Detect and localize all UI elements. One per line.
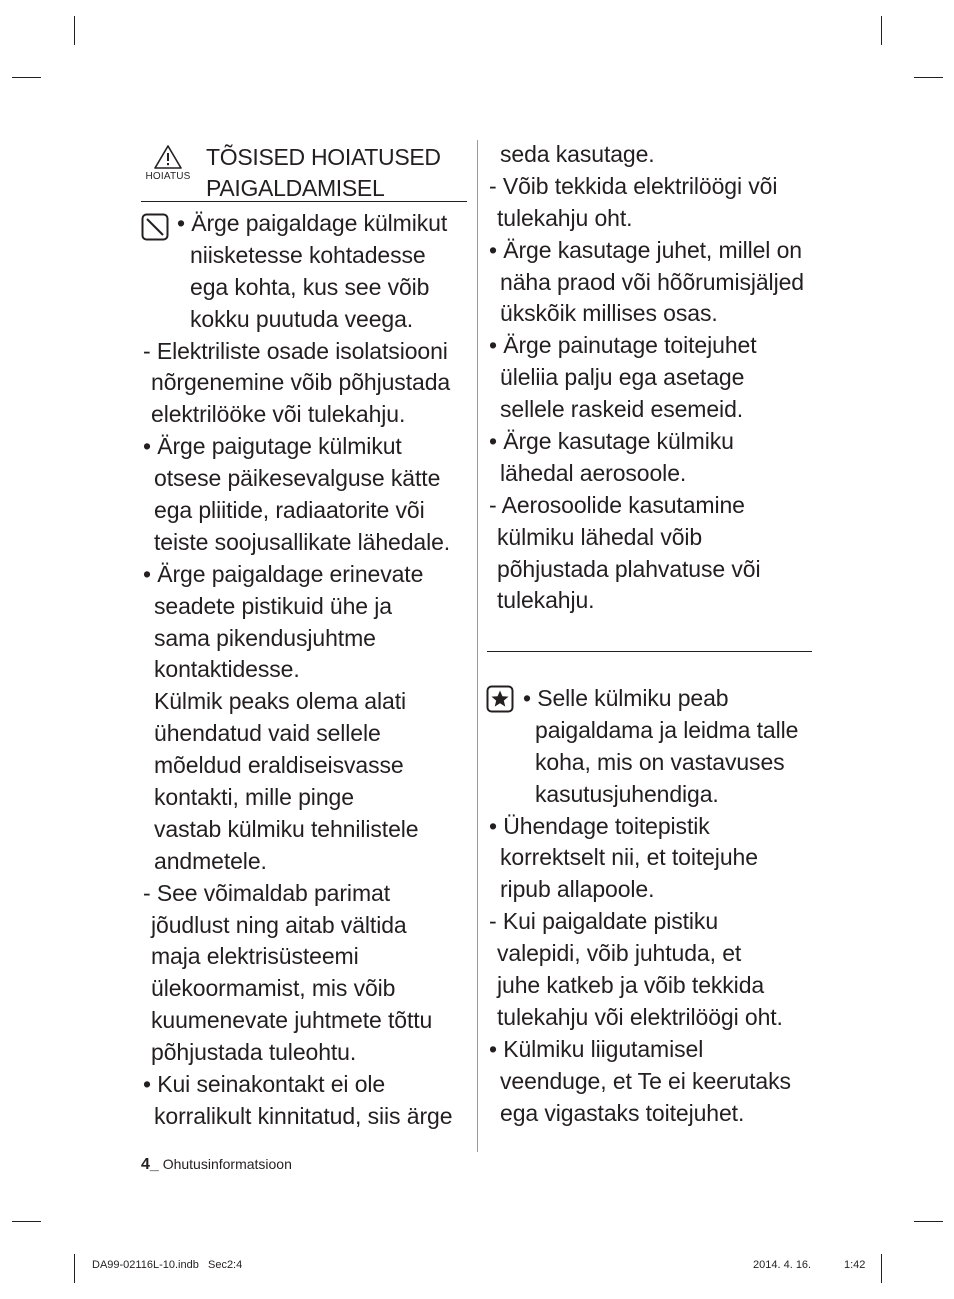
crop-mark	[881, 16, 882, 45]
warning-title	[206, 142, 441, 204]
left-column	[141, 140, 467, 1133]
text-line: valepidi, võib juhtuda, et	[497, 940, 742, 967]
page-footer	[141, 1156, 292, 1174]
warning-icon-label: HOIATUS	[145, 171, 191, 182]
text-line: nõrgenemine võib põhjustada	[151, 369, 451, 396]
left-column-text	[141, 208, 467, 1133]
text-line: ühendatud vaid sellele	[154, 720, 381, 747]
crop-mark	[74, 1254, 75, 1283]
slug-date: 2014. 4. 16.	[753, 1259, 812, 1271]
text-line: tulekahju oht.	[497, 204, 633, 231]
text-line: - See võimaldab parimat	[143, 879, 390, 906]
crop-mark	[12, 1221, 41, 1222]
text-line: • Kui seinakontakt ei ole	[143, 1071, 386, 1098]
text-line: tulekahju või elektrilöögi oht.	[497, 1003, 783, 1030]
warning-triangle-icon	[153, 144, 183, 170]
column-divider	[477, 140, 478, 1152]
text-line: jõudlust ning aitab vältida	[151, 911, 407, 938]
prohibition-icon	[141, 213, 169, 246]
text-line: põhjustada tuleohtu.	[151, 1039, 357, 1066]
section-name: Ohutusinformatsioon	[162, 1156, 292, 1172]
right-column-top-text	[487, 139, 817, 617]
slug-file: DA99-02116L-10.indb Sec2:4	[92, 1259, 243, 1271]
right-column-bottom-text	[487, 683, 817, 1129]
section-divider	[487, 651, 812, 652]
text-line: ega vigastaks toitejuhet.	[500, 1099, 745, 1126]
text-line: • Ärge kasutage külmiku	[489, 428, 734, 455]
text-line: vastab külmiku tehnilistele	[154, 815, 419, 842]
text-line: ega kohta, kus see võib	[190, 273, 430, 300]
text-line: mõeldud eraldiseisvasse	[154, 752, 404, 779]
text-line: - Aerosoolide kasutamine	[489, 491, 745, 518]
text-line: sellele raskeid esemeid.	[500, 396, 744, 423]
text-line: veenduge, et Te ei keerutaks	[500, 1067, 791, 1094]
text-line: paigaldama ja leidma talle	[535, 716, 799, 743]
right-column	[487, 140, 817, 617]
text-line: külmiku lähedal võib	[497, 523, 703, 550]
text-line: • Ärge paigaldage külmikut	[177, 210, 448, 236]
text-line: - Kui paigaldate pistiku	[489, 908, 719, 935]
page-number-separator: _	[149, 1156, 159, 1173]
text-line: teiste soojusallikate lähedale.	[154, 528, 451, 555]
crop-mark	[881, 1254, 882, 1283]
text-line: koha, mis on vastavuses	[535, 748, 785, 775]
text-line: • Külmiku liigutamisel	[489, 1035, 704, 1062]
crop-mark	[914, 1221, 943, 1222]
slug-time: 1:42	[844, 1259, 866, 1271]
text-line: tulekahju.	[497, 587, 595, 614]
text-line: seda kasutage.	[500, 141, 655, 167]
text-line: kontaktidesse.	[154, 656, 300, 683]
text-line: - Võib tekkida elektrilöögi või	[489, 172, 778, 199]
text-line: korralikult kinnitatud, siis ärge	[154, 1102, 453, 1129]
text-line: Külmik peaks olema alati	[154, 688, 406, 715]
text-line: andmetele.	[154, 847, 267, 874]
text-line: elektrilööke või tulekahju.	[151, 401, 406, 428]
text-line: seadete pistikuid ühe ja	[154, 592, 392, 619]
text-line: • Ärge painutage toitejuhet	[489, 332, 757, 359]
text-line: kokku puutuda veega.	[190, 305, 414, 332]
text-line: ülekoormamist, mis võib	[151, 975, 396, 1002]
warning-icon	[143, 144, 193, 182]
text-line: • Ärge paigaldage erinevate	[143, 560, 424, 587]
text-line: ükskõik millises osas.	[500, 300, 718, 327]
text-line: korrektselt nii, et toitejuhe	[500, 844, 758, 871]
text-line: kontakti, mille pinge	[154, 784, 354, 811]
warning-title-line: TÕSISED HOIATUSED	[206, 144, 441, 170]
text-line: • Selle külmiku peab	[523, 685, 729, 711]
text-line: üleliia palju ega asetage	[500, 364, 745, 391]
text-line: kuumenevate juhtmete tõttu	[151, 1007, 433, 1034]
page-number: 4	[141, 1156, 150, 1173]
text-line: lähedal aerosoole.	[500, 459, 687, 486]
text-line: - Elektriliste osade isolatsiooni	[143, 337, 448, 364]
text-line: • Ärge kasutage juhet, millel on	[489, 236, 802, 263]
text-line: niisketesse kohtadesse	[190, 241, 426, 268]
text-line: sama pikendusjuhtme	[154, 624, 376, 651]
text-line: kasutusjuhendiga.	[535, 780, 719, 807]
text-line: põhjustada plahvatuse või	[497, 555, 761, 582]
warning-title-line: PAIGALDAMISEL	[206, 175, 385, 201]
text-line: otsese päikesevalguse kätte	[154, 465, 441, 492]
text-line: maja elektrisüsteemi	[151, 943, 359, 970]
crop-mark	[12, 77, 41, 78]
crop-mark	[74, 16, 75, 45]
text-line: ega pliitide, radiaatorite või	[154, 497, 425, 524]
text-line: juhe katkeb ja võib tekkida	[497, 972, 765, 999]
crop-mark	[914, 77, 943, 78]
warning-header	[141, 140, 467, 202]
right-column-bottom	[487, 683, 817, 1129]
text-line: näha praod või hõõrumisjäljed	[500, 268, 804, 295]
text-line: • Ärge paigutage külmikut	[143, 433, 402, 460]
text-line: ripub allapoole.	[500, 876, 655, 903]
text-line: • Ühendage toitepistik	[489, 812, 710, 839]
